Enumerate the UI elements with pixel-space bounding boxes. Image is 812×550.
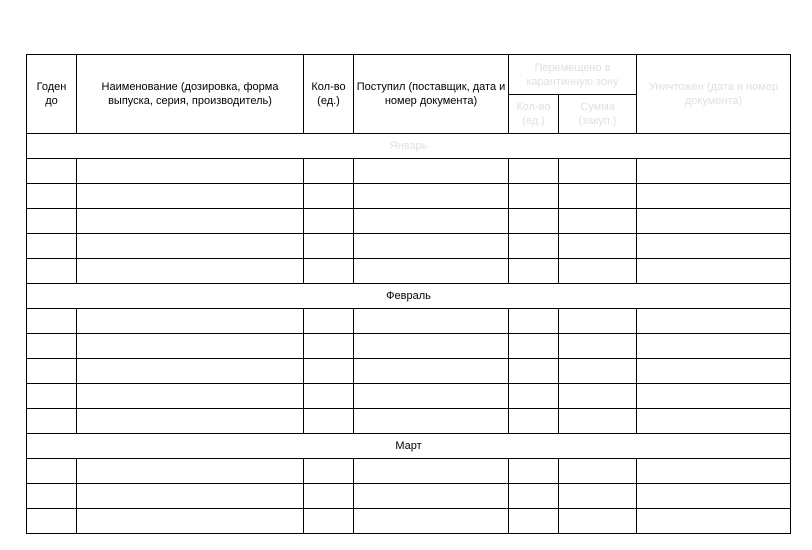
- table-row: [27, 159, 791, 184]
- header-row-top: [27, 55, 791, 95]
- cell-name[interactable]: [77, 234, 304, 259]
- cell-expires[interactable]: [27, 159, 77, 184]
- cell-quarantine-qty[interactable]: [509, 484, 559, 509]
- expiry-register-table: [26, 54, 791, 534]
- table-header: [27, 55, 791, 134]
- table-row: [27, 384, 791, 409]
- cell-received[interactable]: [354, 409, 509, 434]
- cell-qty[interactable]: [304, 334, 354, 359]
- header-expires: Годен до: [27, 55, 77, 134]
- cell-quarantine-qty[interactable]: [509, 509, 559, 534]
- cell-quarantine-sum[interactable]: [559, 459, 637, 484]
- cell-name[interactable]: [77, 509, 304, 534]
- cell-quarantine-sum[interactable]: [559, 184, 637, 209]
- cell-received[interactable]: [354, 484, 509, 509]
- cell-qty[interactable]: [304, 234, 354, 259]
- header-destroyed: Уничтожен (дата и номер документа): [637, 55, 791, 134]
- cell-expires[interactable]: [27, 234, 77, 259]
- cell-received[interactable]: [354, 359, 509, 384]
- cell-destroyed[interactable]: [637, 359, 791, 384]
- cell-received[interactable]: [354, 459, 509, 484]
- cell-qty[interactable]: [304, 309, 354, 334]
- cell-qty[interactable]: [304, 159, 354, 184]
- cell-destroyed[interactable]: [637, 384, 791, 409]
- table-row: [27, 334, 791, 359]
- table-row: [27, 359, 791, 384]
- cell-destroyed[interactable]: [637, 484, 791, 509]
- cell-received[interactable]: [354, 184, 509, 209]
- cell-quarantine-sum[interactable]: [559, 259, 637, 284]
- header-received: Поступил (поставщик, дата и номер документа): [354, 55, 509, 134]
- month-label: Февраль: [27, 284, 791, 309]
- cell-name[interactable]: [77, 484, 304, 509]
- cell-quarantine-sum[interactable]: [559, 484, 637, 509]
- cell-expires[interactable]: [27, 184, 77, 209]
- table-row: [27, 484, 791, 509]
- cell-received[interactable]: [354, 259, 509, 284]
- cell-quarantine-qty[interactable]: [509, 184, 559, 209]
- month-row-february: [27, 284, 791, 309]
- cell-qty[interactable]: [304, 184, 354, 209]
- cell-destroyed[interactable]: [637, 209, 791, 234]
- table-row: [27, 509, 791, 534]
- cell-received[interactable]: [354, 334, 509, 359]
- cell-qty[interactable]: [304, 384, 354, 409]
- cell-quarantine-qty[interactable]: [509, 259, 559, 284]
- cell-name[interactable]: [77, 459, 304, 484]
- cell-received[interactable]: [354, 309, 509, 334]
- cell-expires[interactable]: [27, 334, 77, 359]
- cell-destroyed[interactable]: [637, 509, 791, 534]
- cell-destroyed[interactable]: [637, 159, 791, 184]
- month-row-january: [27, 134, 791, 159]
- cell-received[interactable]: [354, 209, 509, 234]
- cell-expires[interactable]: [27, 509, 77, 534]
- table-row: [27, 234, 791, 259]
- table-body: [27, 134, 791, 534]
- cell-qty[interactable]: [304, 484, 354, 509]
- table-row: [27, 184, 791, 209]
- cell-quarantine-qty[interactable]: [509, 384, 559, 409]
- month-label: Март: [27, 434, 791, 459]
- cell-expires[interactable]: [27, 309, 77, 334]
- cell-expires[interactable]: [27, 459, 77, 484]
- cell-quarantine-qty[interactable]: [509, 334, 559, 359]
- cell-expires[interactable]: [27, 259, 77, 284]
- cell-quarantine-sum[interactable]: [559, 334, 637, 359]
- cell-quarantine-sum[interactable]: [559, 509, 637, 534]
- cell-expires[interactable]: [27, 384, 77, 409]
- cell-destroyed[interactable]: [637, 234, 791, 259]
- cell-qty[interactable]: [304, 509, 354, 534]
- cell-name[interactable]: [77, 359, 304, 384]
- cell-quarantine-qty[interactable]: [509, 234, 559, 259]
- cell-qty[interactable]: [304, 209, 354, 234]
- cell-quarantine-sum[interactable]: [559, 409, 637, 434]
- cell-name[interactable]: [77, 409, 304, 434]
- cell-quarantine-qty[interactable]: [509, 459, 559, 484]
- cell-quarantine-qty[interactable]: [509, 309, 559, 334]
- cell-quarantine-sum[interactable]: [559, 309, 637, 334]
- table-row: [27, 459, 791, 484]
- cell-expires[interactable]: [27, 409, 77, 434]
- header-quarantine: Перемещено в карантинную зону: [509, 55, 637, 95]
- header-quarantine-sum: Сумма (закуп.): [559, 95, 637, 134]
- header-quarantine-qty: Кол-во (ед.): [509, 95, 559, 134]
- table-row: [27, 259, 791, 284]
- cell-received[interactable]: [354, 159, 509, 184]
- cell-quarantine-qty[interactable]: [509, 409, 559, 434]
- table-row: [27, 309, 791, 334]
- cell-destroyed[interactable]: [637, 309, 791, 334]
- cell-name[interactable]: [77, 159, 304, 184]
- month-row-march: [27, 434, 791, 459]
- cell-quarantine-sum[interactable]: [559, 234, 637, 259]
- cell-qty[interactable]: [304, 459, 354, 484]
- cell-destroyed[interactable]: [637, 259, 791, 284]
- cell-destroyed[interactable]: [637, 334, 791, 359]
- month-label: Январь: [27, 134, 791, 159]
- cell-quarantine-sum[interactable]: [559, 384, 637, 409]
- cell-name[interactable]: [77, 184, 304, 209]
- cell-name[interactable]: [77, 309, 304, 334]
- cell-expires[interactable]: [27, 484, 77, 509]
- cell-quarantine-sum[interactable]: [559, 209, 637, 234]
- cell-qty[interactable]: [304, 259, 354, 284]
- cell-destroyed[interactable]: [637, 184, 791, 209]
- header-qty: Кол-во (ед.): [304, 55, 354, 134]
- cell-quarantine-qty[interactable]: [509, 209, 559, 234]
- cell-qty[interactable]: [304, 359, 354, 384]
- cell-expires[interactable]: [27, 359, 77, 384]
- cell-name[interactable]: [77, 384, 304, 409]
- cell-destroyed[interactable]: [637, 459, 791, 484]
- cell-destroyed[interactable]: [637, 409, 791, 434]
- cell-quarantine-qty[interactable]: [509, 359, 559, 384]
- header-name: Наименование (дозировка, форма выпуска, серия, производитель): [77, 55, 304, 134]
- cell-name[interactable]: [77, 334, 304, 359]
- cell-name[interactable]: [77, 209, 304, 234]
- cell-qty[interactable]: [304, 409, 354, 434]
- cell-quarantine-sum[interactable]: [559, 159, 637, 184]
- cell-quarantine-sum[interactable]: [559, 359, 637, 384]
- table-row: [27, 209, 791, 234]
- cell-expires[interactable]: [27, 209, 77, 234]
- cell-quarantine-qty[interactable]: [509, 159, 559, 184]
- cell-received[interactable]: [354, 234, 509, 259]
- cell-name[interactable]: [77, 259, 304, 284]
- table-row: [27, 409, 791, 434]
- cell-received[interactable]: [354, 509, 509, 534]
- cell-received[interactable]: [354, 384, 509, 409]
